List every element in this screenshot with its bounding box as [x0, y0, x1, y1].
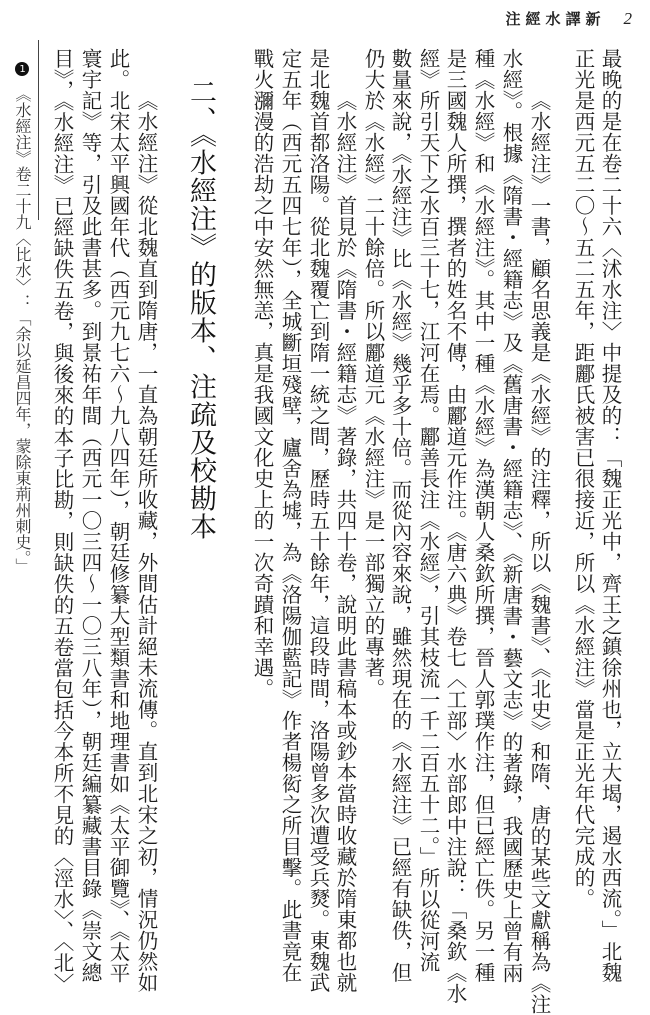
text-column-4: 水經》。根據《隋書・經籍志》及《舊唐書・經籍志》、《新唐書・藝文志》的著錄，我國歷史上曾有兩: [499, 48, 523, 984]
text-column-10: 《水經注》首見於《隋書・經籍志》著錄，共四十卷，說明此書稿本或鈔本當時收藏於隋東都也就: [333, 90, 357, 993]
text-column-8: 數量來說，《水經注》比《水經》幾乎多十倍。而從內容來說，雖然現在的《水經注》已經有缺佚，但: [388, 48, 412, 983]
text-column-5: 種《水經》和《水經注》。其中一種《水經》為漢朝人桑欽所撰，晉人郭璞作注，但已經亡佚。另一種: [471, 48, 495, 983]
text-column-3: 《水經注》一書，顧名思義是《水經》的注釋，所以《魏書》、《北史》和隋、唐的某些文獻稱為《注: [527, 90, 551, 1015]
footnote: [12, 62, 32, 574]
section-text-column-1: 《水經注》從北魏直到隋唐，一直為朝廷所收藏，外間估計絕未流傳。直到北宋之初，情況仍然如: [134, 90, 158, 993]
section-text-column-4: 目》，《水經注》已經缺佚五卷，與後來的本子比勘，則缺佚的五卷當包括今本所不見的〈涇水〉、〈北〉: [50, 48, 74, 994]
running-title: 注經水譯新: [505, 10, 606, 28]
footnote-marker-icon: 1: [17, 63, 28, 75]
text-column-1: 最晚的是在卷二十六〈沭水注〉中提及的：「魏正光中，齊王之鎮徐州也，立大堨，遏水西流。」北魏: [598, 48, 622, 983]
section-text-column-2: 此。北宋太平興國年代（西元九七六～九八四年），朝廷修纂大型類書和地理書如《太平御覽》、《太平: [106, 48, 130, 984]
footnote-separator: [38, 40, 39, 220]
text-column-7: 經》所引天下之水百三十七，江河在焉。酈善長注《水經》，引其枝流一千二百五十二。」所以從河流: [416, 48, 440, 973]
page-number: 2: [623, 9, 632, 28]
text-column-2: 正光是西元五二〇～五二五年，距酈氏被害已很接近，所以《水經注》當是正光年代完成的。: [571, 48, 595, 909]
text-column-9: 仍大於《水經》二十餘倍。所以酈道元《水經注》是一部獨立的專著。: [361, 48, 385, 699]
page-header: [505, 8, 632, 29]
text-column-6: 是三國魏人所撰，撰者的姓名不傳，由酈道元作注。《唐六典》卷七〈工部〉水部郎中注說：「桑欽《水: [443, 48, 467, 1004]
footnote-text: 《水經注》卷二十九〈比水〉：「余以延昌四年，蒙除東荊州刺史。」: [13, 86, 32, 574]
section-heading: 二、《水經注》的版本、注疏及校勘本: [185, 78, 216, 541]
text-column-11: 是北魏首都洛陽。從北魏覆亡到隋一統之間，歷時五十餘年，這段時間，洛陽曾多次遭受兵燹。東魏武: [306, 48, 330, 993]
section-text-column-3: 寰宇記》等，引及此書甚多。到景祐年間（西元一〇三四～一〇三八年），朝廷編纂藏書目錄《崇文總: [78, 48, 102, 983]
text-column-13: 戰火瀰漫的浩劫之中安然無恙，真是我國文化史上的一次奇蹟和幸遇。: [250, 48, 274, 699]
text-column-12: 定五年（西元五四七年），全城斷垣殘壁，廬舍為墟，為《洛陽伽藍記》作者楊衒之所目擊。此書竟在: [278, 48, 302, 983]
